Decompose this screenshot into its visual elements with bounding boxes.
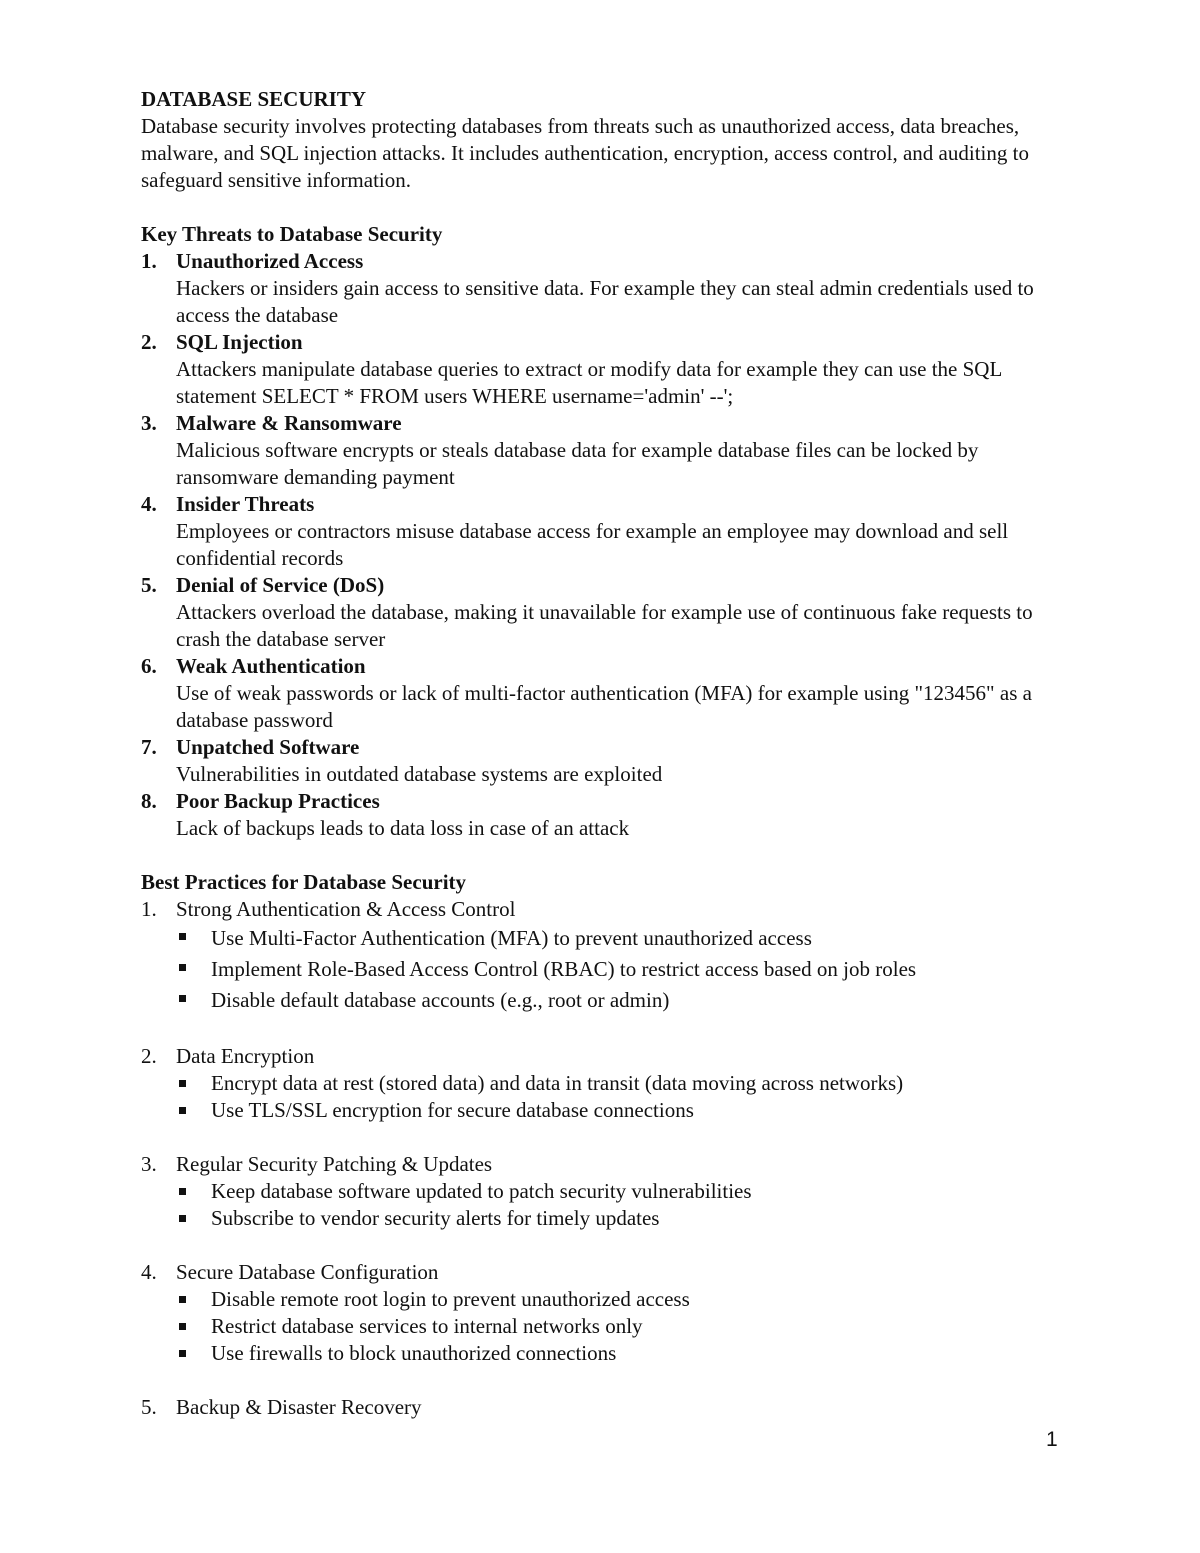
threat-description: Use of weak passwords or lack of multi-factor authentication (MFA) for example using "123456" as a database password — [176, 681, 1032, 732]
threat-description: Attackers overload the database, making it unavailable for example use of continuous fake requests to crash the database server — [176, 600, 1033, 651]
threat-description: Employees or contractors misuse database access for example an employee may download and sell confidential records — [176, 519, 1009, 570]
threat-item — [141, 734, 1071, 788]
practice-title: Data Encryption — [176, 1044, 315, 1068]
practice-number: 4. — [141, 1260, 157, 1284]
square-bullet-icon — [179, 1107, 186, 1114]
threat-item — [141, 491, 1071, 572]
threat-title: Weak Authentication — [176, 654, 366, 678]
threat-number: 8. — [141, 789, 157, 813]
threat-description: Hackers or insiders gain access to sensitive data. For example they can steal admin credentials used to access the database — [176, 276, 1034, 327]
bullet-text: Disable remote root login to prevent unauthorized access — [211, 1287, 690, 1311]
threat-title: Malware & Ransomware — [176, 411, 402, 435]
practice-bullets — [176, 1070, 1071, 1124]
bullet-text: Use firewalls to block unauthorized connections — [211, 1341, 617, 1365]
bullet-text: Restrict database services to internal networks only — [211, 1314, 643, 1338]
threat-title: Denial of Service (DoS) — [176, 573, 385, 597]
threats-list — [141, 248, 1071, 842]
practice-number: 5. — [141, 1395, 157, 1419]
practice-bullets — [176, 1178, 1071, 1232]
spacer — [141, 1124, 1071, 1151]
intro-paragraph: Database security involves protecting databases from threats such as unauthorized access, data breaches, malware, and SQL injection attacks. It includes authentication, encryption, access control, and auditing to safeguard sensitive information. — [141, 114, 1029, 192]
practice-bullets — [176, 1286, 1071, 1367]
threat-title: SQL Injection — [176, 330, 303, 354]
practice-bullets — [176, 923, 1071, 1016]
practice-item — [141, 1043, 1071, 1124]
bullet-item — [176, 1097, 1071, 1124]
spacer — [141, 194, 1071, 221]
bullet-text: Disable default database accounts (e.g., root or admin) — [211, 988, 670, 1012]
bullet-item — [176, 1070, 1071, 1097]
threat-item — [141, 410, 1071, 491]
practice-item — [141, 896, 1071, 1016]
square-bullet-icon — [179, 1323, 186, 1330]
threat-number: 1. — [141, 249, 157, 273]
bullet-item — [176, 1286, 1071, 1313]
practice-number: 3. — [141, 1152, 157, 1176]
threat-number: 2. — [141, 330, 157, 354]
spacer — [141, 1367, 1071, 1394]
threat-description: Vulnerabilities in outdated database systems are exploited — [176, 762, 663, 786]
practice-number: 2. — [141, 1044, 157, 1068]
square-bullet-icon — [179, 933, 186, 940]
bullet-item — [176, 954, 1071, 985]
threat-description: Malicious software encrypts or steals database data for example database files can be locked by ransomware demanding payment — [176, 438, 979, 489]
threat-title: Insider Threats — [176, 492, 315, 516]
bullet-item — [176, 1205, 1071, 1232]
threat-title: Unauthorized Access — [176, 249, 364, 273]
practice-item — [141, 1259, 1071, 1367]
practice-title: Regular Security Patching & Updates — [176, 1152, 493, 1176]
threat-number: 7. — [141, 735, 157, 759]
bullet-item — [176, 1178, 1071, 1205]
square-bullet-icon — [179, 1215, 186, 1222]
threat-number: 3. — [141, 411, 157, 435]
threat-item — [141, 329, 1071, 410]
bullet-text: Implement Role-Based Access Control (RBAC) to restrict access based on job roles — [211, 957, 917, 981]
threat-description: Lack of backups leads to data loss in case of an attack — [176, 816, 630, 840]
threat-item — [141, 653, 1071, 734]
spacer — [141, 1016, 1071, 1043]
threat-number: 5. — [141, 573, 157, 597]
square-bullet-icon — [179, 1188, 186, 1195]
bullet-text: Keep database software updated to patch security vulnerabilities — [211, 1179, 752, 1203]
square-bullet-icon — [179, 1296, 186, 1303]
square-bullet-icon — [179, 964, 186, 971]
practice-number: 1. — [141, 897, 157, 921]
threat-description: Attackers manipulate database queries to extract or modify data for example they can use the SQL statement SELECT * FROM users WHERE username='admin' --'; — [176, 357, 1002, 408]
bullet-text: Encrypt data at rest (stored data) and data in transit (data moving across networks) — [211, 1071, 904, 1095]
bullet-text: Use Multi-Factor Authentication (MFA) to prevent unauthorized access — [211, 926, 812, 950]
practice-title: Strong Authentication & Access Control — [176, 897, 516, 921]
threat-title: Poor Backup Practices — [176, 789, 380, 813]
threat-title: Unpatched Software — [176, 735, 360, 759]
bullet-text: Use TLS/SSL encryption for secure database connections — [211, 1098, 694, 1122]
square-bullet-icon — [179, 995, 186, 1002]
square-bullet-icon — [179, 1350, 186, 1357]
bullet-item — [176, 1313, 1071, 1340]
threat-item — [141, 788, 1071, 842]
spacer — [141, 1232, 1071, 1259]
document-page — [141, 86, 1071, 1421]
threat-item — [141, 248, 1071, 329]
threats-heading: Key Threats to Database Security — [141, 222, 443, 246]
bullet-text: Subscribe to vendor security alerts for timely updates — [211, 1206, 660, 1230]
page-number: 1 — [1046, 1428, 1058, 1451]
spacer — [141, 842, 1071, 869]
practice-item — [141, 1394, 1071, 1421]
threat-item — [141, 572, 1071, 653]
threat-number: 4. — [141, 492, 157, 516]
practice-title: Backup & Disaster Recovery — [176, 1395, 422, 1419]
bullet-item — [176, 985, 1071, 1016]
threat-number: 6. — [141, 654, 157, 678]
document-title: DATABASE SECURITY — [141, 87, 367, 111]
practices-heading: Best Practices for Database Security — [141, 870, 467, 894]
practice-title: Secure Database Configuration — [176, 1260, 439, 1284]
square-bullet-icon — [179, 1080, 186, 1087]
bullet-item — [176, 923, 1071, 954]
practice-item — [141, 1151, 1071, 1232]
bullet-item — [176, 1340, 1071, 1367]
